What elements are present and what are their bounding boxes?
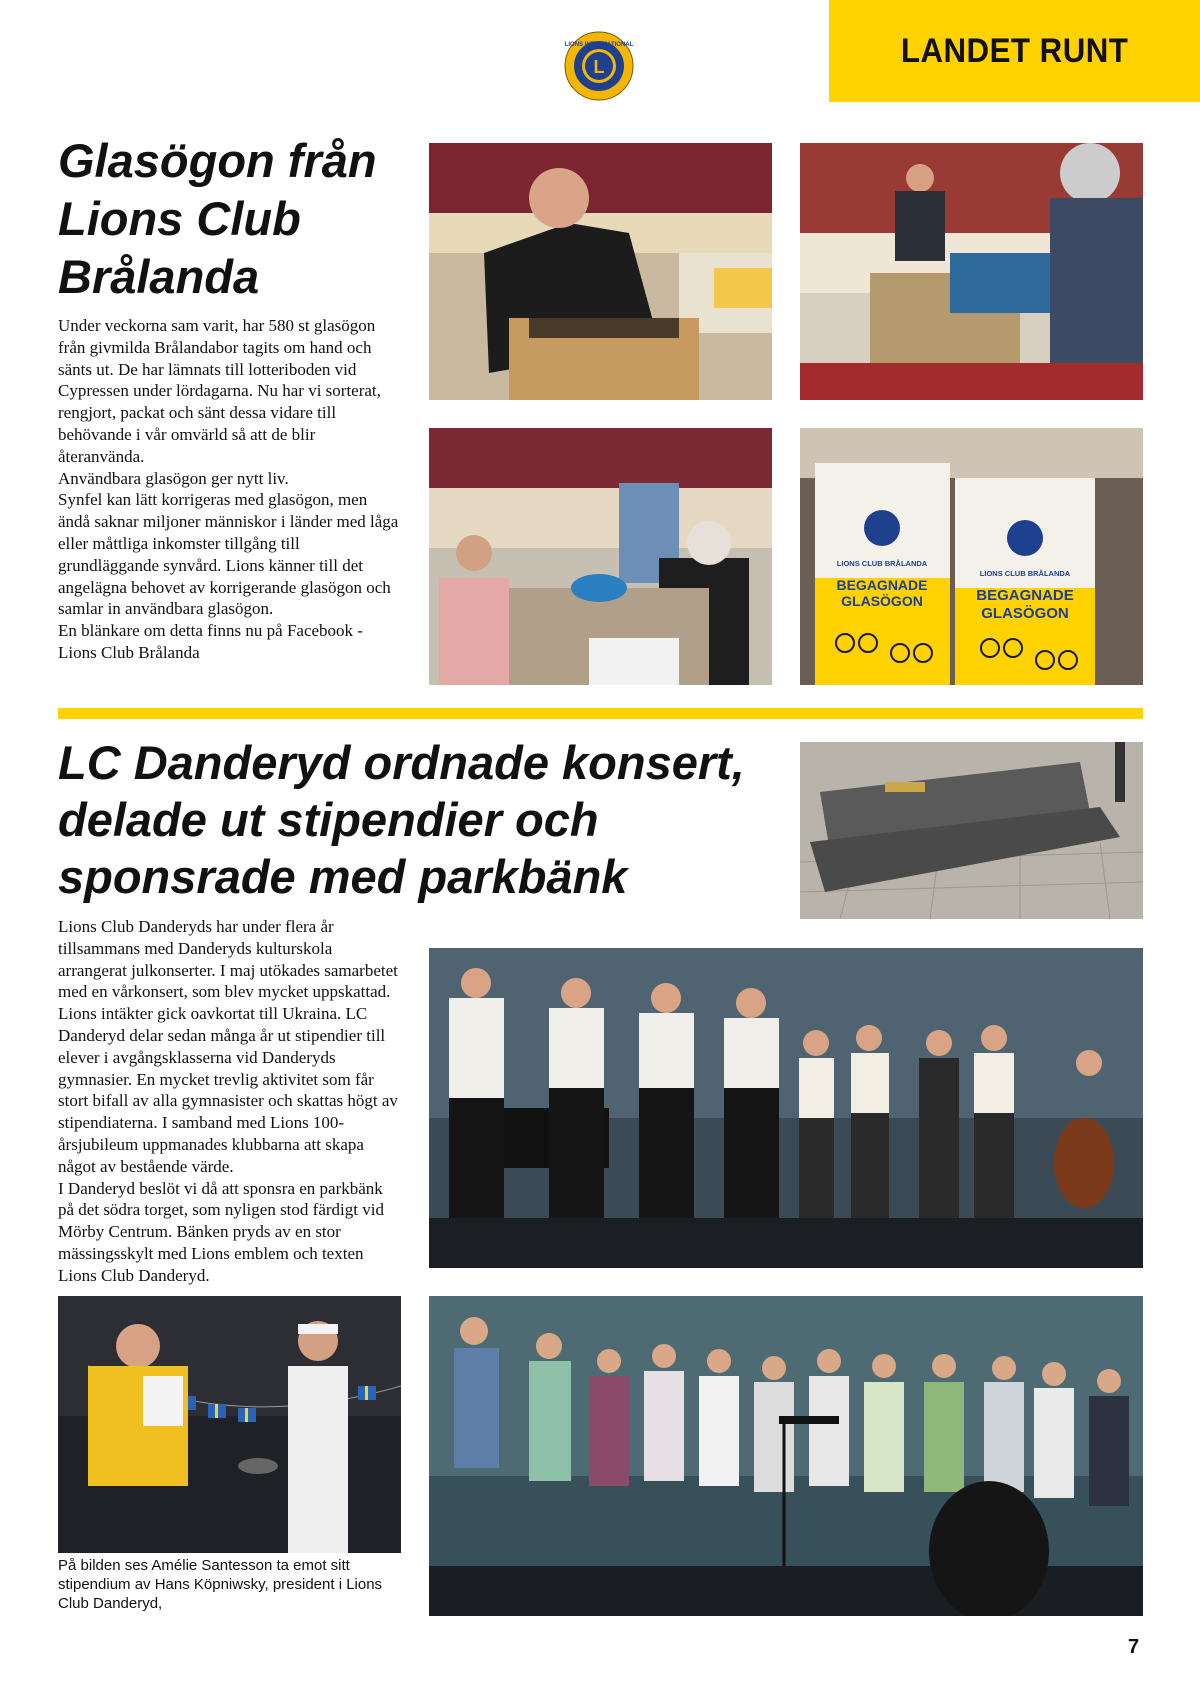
box-title-left-1: BEGAGNADE <box>836 577 928 593</box>
photo-park-bench <box>800 742 1143 919</box>
box-title-left-2: GLASÖGON <box>841 593 923 609</box>
photo-concert-choir <box>429 948 1143 1268</box>
article2-body: Lions Club Danderyds har under flera år tillsammans med Danderyds kulturskola arrangerat julkonserter. I maj utökades samarbetet med en vårkonsert, som blev mycket uppskattad. Lions intäkter gick oavkortat till Ukraina. LC Danderyd delar sedan många år ut stipendier till elever i avgångsklasserna vid Danderyds gymnasier. En mycket trevlig aktivitet som får stort bifall av alla gymnasister och skattas högt av stipendiaterna. I samband med Lions 100-årsjubileum uppmanades klubbarna att skapa något av bestående värde. I Danderyd beslöt vi då att sponsra en parkbänk på det södra torget, som nyligen stod färdigt vid Mörby Centrum. Bänken pryds av en stor mässingsskylt med Lions emblem och texten Lions Club Danderyd. <box>58 917 398 1285</box>
article2-headline: LC Danderyd ordnade konsert, delade ut stipendier och sponsrade med parkbänk <box>58 736 745 903</box>
box-club-label-right: LIONS CLUB BRÅLANDA <box>979 569 1071 578</box>
photo-glasses-boxes <box>800 428 1143 685</box>
article1-body: Under veckorna sam varit, har 580 st glasögon från givmilda Brålandabor tagits om hand och sänts ut. De har lämnats till lotteriboden vid Cypressen under lördagarna. Nu har vi sorterat, rengjort, packat och sänt dessa vidare till behövande i vår omvärld så att de blir återanvända. Användbara glasögon ger nytt liv. Synfel kan lätt korrigeras med glasögon, men ändå saknar miljoner människor i länder med låga eller måttliga inkomster tillgång till grundläggande synvård. Lions känner till det angelägna behovet av korrigerande glasögon och samlar in användbara glasögon. En blänkare om detta finns nu på Facebook - Lions Club Brålanda <box>58 316 399 662</box>
box-club-label-left: LIONS CLUB BRÅLANDA <box>836 559 928 568</box>
logo-letter: L <box>593 57 605 77</box>
article1-headline: Glasögon från Lions Club Brålanda <box>58 134 377 303</box>
photo-children-choir <box>429 1296 1143 1616</box>
photo-man-sorting-glasses <box>429 143 772 400</box>
lions-logo <box>563 30 635 102</box>
box-title-right-2: GLASÖGON <box>981 605 1069 622</box>
photo-men-with-bags <box>800 143 1143 400</box>
logo-ring-text: LIONS INTERNATIONAL <box>564 42 634 48</box>
page-number: 7 <box>1128 1636 1140 1658</box>
section-tab <box>829 0 1200 102</box>
photo-group-cleaning-glasses <box>429 428 772 685</box>
section-divider <box>58 708 1143 719</box>
photo-caption: På bilden ses Amélie Santesson ta emot sitt stipendium av Hans Köpniwsky, president i Lions Club Danderyd, <box>58 1557 383 1612</box>
box-title-right-1: BEGAGNADE <box>976 587 1074 604</box>
section-label: LANDET RUNT <box>900 31 1129 70</box>
photo-scholarship-presentation <box>58 1296 401 1553</box>
